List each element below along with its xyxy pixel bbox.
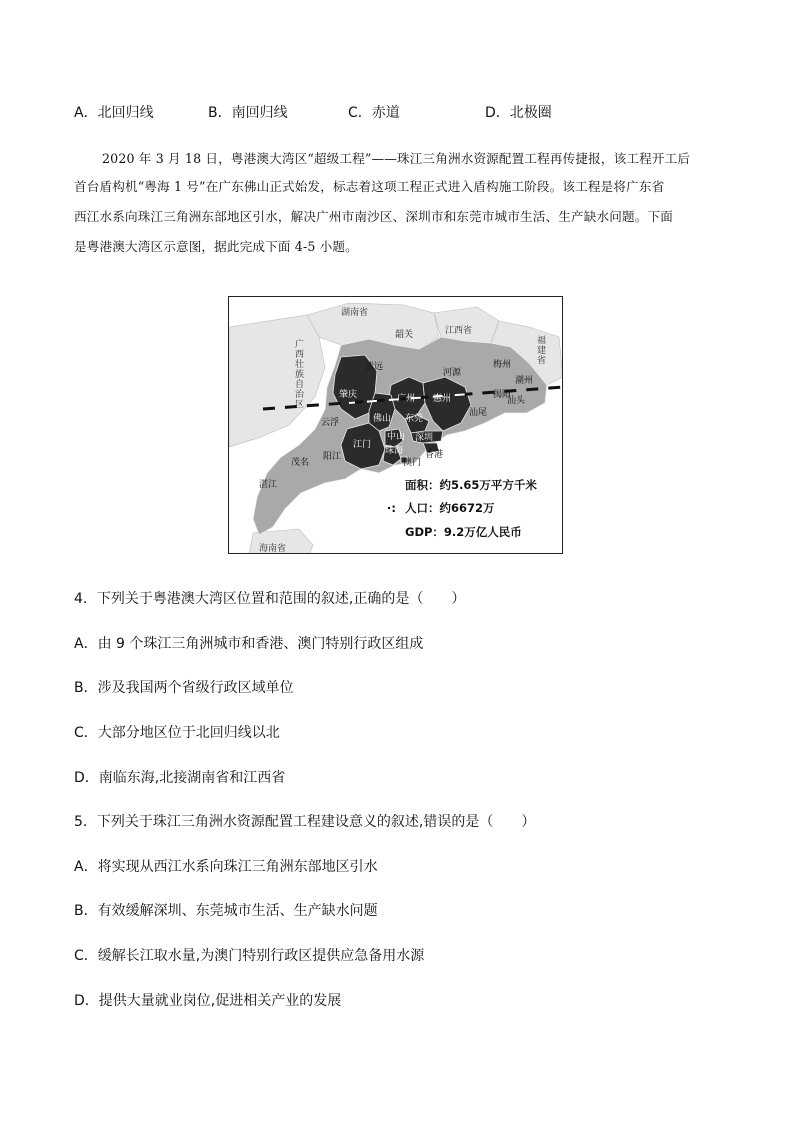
intro-line-3: 西江水系向珠江三角洲东部地区引水，解决广州市南沙区、深圳市和东莞市城市生活、生产缺水问题。下面 bbox=[74, 209, 673, 224]
label-guangxi: 广西壮族自治区 bbox=[295, 340, 305, 410]
label-zhaoqing: 肇庆 bbox=[339, 390, 358, 400]
label-zhuhai: 珠海 bbox=[385, 446, 404, 456]
label-hunan: 湖南省 bbox=[341, 308, 369, 318]
label-yangjiang: 阳江 bbox=[323, 452, 342, 462]
question-5-option-b[interactable]: B．有效缓解深圳、东莞城市生活、生产缺水问题 bbox=[74, 903, 378, 919]
question-5-option-d[interactable]: D．提供大量就业岗位,促进相关产业的发展 bbox=[74, 993, 342, 1009]
greater-bay-area-map bbox=[228, 296, 563, 554]
prev-option-c[interactable]: C．赤道 bbox=[348, 105, 400, 121]
label-jiangmen: 江门 bbox=[353, 440, 372, 450]
question-5-option-c[interactable]: C．缓解长江取水量,为澳门特别行政区提供应急备用水源 bbox=[74, 948, 425, 964]
guangxi-region bbox=[229, 315, 325, 447]
label-hongkong: 香港 bbox=[425, 450, 444, 460]
label-maoming: 茂名 bbox=[291, 458, 310, 468]
label-huizhou: 惠州 bbox=[433, 394, 452, 404]
label-hainan: 海南省 bbox=[259, 544, 287, 554]
question-5-stem: 5．下列关于珠江三角洲水资源配置工程建设意义的叙述,错误的是（ ） bbox=[74, 814, 536, 830]
label-shantou: 汕头 bbox=[507, 396, 526, 406]
label-jiangxi: 江西省 bbox=[445, 326, 473, 336]
intro-line-2: 首台盾构机“粤海 1 号”在广东佛山正式始发，标志着这项工程正式进入盾构施工阶段。该工程是将广东省 bbox=[74, 179, 665, 194]
intro-line-4: 是粤港澳大湾区示意图，据此完成下面 4-5 小题。 bbox=[74, 239, 358, 254]
question-5-option-a[interactable]: A．将实现从西江水系向珠江三角洲东部地区引水 bbox=[74, 859, 378, 875]
label-macau: 澳门 bbox=[403, 458, 422, 468]
label-chaozhou: 潮州 bbox=[515, 376, 534, 386]
label-qingyuan: 清远 bbox=[365, 362, 384, 372]
stat-gdp: GDP：9.2万亿人民币 bbox=[405, 525, 522, 539]
label-dongguan: 东莞 bbox=[405, 414, 424, 424]
question-4-stem: 4．下列关于粤港澳大湾区位置和范围的叙述,正确的是（ ） bbox=[74, 591, 466, 607]
intro-line-1: 2020 年 3 月 18 日，粤港澳大湾区“超级工程”——珠江三角洲水资源配置工程再传捷报，该工程开工后 bbox=[102, 151, 691, 166]
label-heyuan: 河源 bbox=[443, 368, 462, 378]
stat-dots: ∙: bbox=[387, 501, 396, 515]
label-shenzhen: 深圳 bbox=[415, 433, 434, 443]
label-jieyang: 揭阳 bbox=[493, 390, 512, 400]
question-4-option-c[interactable]: C．大部分地区位于北回归线以北 bbox=[74, 725, 280, 741]
stat-area: 面积：约5.65万平方千米 bbox=[405, 478, 537, 492]
prev-option-b[interactable]: B．南回归线 bbox=[208, 105, 288, 121]
prev-option-a[interactable]: A．北回归线 bbox=[74, 105, 154, 121]
stat-population: 人口：约6672万 bbox=[405, 501, 495, 515]
prev-option-d[interactable]: D．北极圈 bbox=[485, 105, 552, 121]
map-svg bbox=[229, 297, 563, 554]
label-guangzhou: 广州 bbox=[397, 394, 416, 404]
label-zhongshan: 中山 bbox=[387, 432, 406, 442]
question-4-option-a[interactable]: A．由 9 个珠江三角洲城市和香港、澳门特别行政区组成 bbox=[74, 636, 424, 652]
question-4-option-b[interactable]: B．涉及我国两个省级行政区域单位 bbox=[74, 680, 294, 696]
label-zhanjiang: 湛江 bbox=[259, 480, 278, 490]
label-fujian: 福建省 bbox=[537, 336, 547, 366]
label-yunfu: 云浮 bbox=[321, 418, 340, 428]
label-meizhou: 梅州 bbox=[493, 360, 512, 370]
label-shaoguan: 韶关 bbox=[395, 330, 414, 340]
question-4-option-d[interactable]: D．南临东海,北接湖南省和江西省 bbox=[74, 770, 286, 786]
label-shanwei: 汕尾 bbox=[469, 408, 488, 418]
label-foshan: 佛山 bbox=[373, 414, 392, 424]
